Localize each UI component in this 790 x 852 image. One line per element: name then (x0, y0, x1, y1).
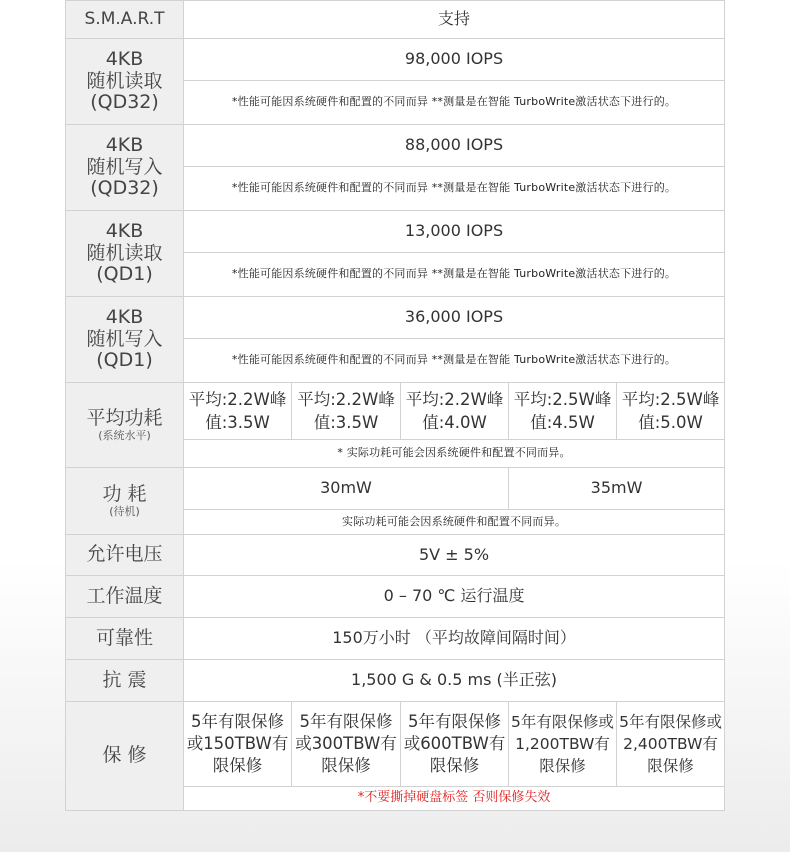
row-perf-2 (66, 125, 725, 167)
label-warranty: 保 修 (66, 702, 184, 811)
note-perf-1: *性能可能因系统硬件和配置的不同而异 **测量是在智能 TurboWrite激活状态下进行的。 (184, 81, 725, 125)
power-avg-cell: 平均:2.2W峰值:3.5W (292, 383, 401, 440)
power-avg-cell: 平均:2.2W峰值:4.0W (401, 383, 509, 440)
value-perf-4: 36,000 IOPS (184, 297, 725, 339)
label-power-idle: 功 耗 (待机) (66, 468, 184, 535)
row-power-idle (66, 468, 725, 510)
warranty-cell: 5年有限保修或2,400TBW有限保修 (617, 702, 725, 787)
value-perf-2: 88,000 IOPS (184, 125, 725, 167)
row-perf-1 (66, 39, 725, 81)
row-power-avg (66, 383, 725, 440)
label-perf-2: 4KB 随机写入 (QD32) (66, 125, 184, 211)
label-smart: S.M.A.R.T (66, 1, 184, 39)
row-reliability (66, 618, 725, 660)
value-perf-3: 13,000 IOPS (184, 211, 725, 253)
note-perf-4: *性能可能因系统硬件和配置的不同而异 **测量是在智能 TurboWrite激活状态下进行的。 (184, 339, 725, 383)
row-smart (66, 1, 725, 39)
value-reliability: 150万小时 （平均故障间隔时间） (184, 618, 725, 660)
label-perf-1: 4KB 随机读取 (QD32) (66, 39, 184, 125)
value-power-idle-1: 30mW (184, 468, 509, 510)
row-temperature (66, 576, 725, 618)
value-smart: 支持 (184, 1, 725, 39)
value-voltage: 5V ± 5% (184, 535, 725, 576)
row-shock (66, 660, 725, 702)
value-power-idle-2: 35mW (509, 468, 725, 510)
note-power-avg: * 实际功耗可能会因系统硬件和配置不同而异。 (184, 440, 725, 468)
row-warranty (66, 702, 725, 787)
row-voltage (66, 535, 725, 576)
label-shock: 抗 震 (66, 660, 184, 702)
power-avg-cell: 平均:2.2W峰值:3.5W (184, 383, 292, 440)
label-reliability: 可靠性 (66, 618, 184, 660)
value-temperature: 0 – 70 ℃ 运行温度 (184, 576, 725, 618)
label-perf-3: 4KB 随机读取 (QD1) (66, 211, 184, 297)
warranty-cell: 5年有限保修或600TBW有限保修 (401, 702, 509, 787)
row-perf-4 (66, 297, 725, 339)
warranty-cell: 5年有限保修或1,200TBW有限保修 (509, 702, 617, 787)
note-perf-3: *性能可能因系统硬件和配置的不同而异 **测量是在智能 TurboWrite激活状态下进行的。 (184, 253, 725, 297)
label-voltage: 允许电压 (66, 535, 184, 576)
warranty-cell: 5年有限保修或150TBW有限保修 (184, 702, 292, 787)
label-perf-4: 4KB 随机写入 (QD1) (66, 297, 184, 383)
label-temperature: 工作温度 (66, 576, 184, 618)
power-avg-cell: 平均:2.5W峰值:4.5W (509, 383, 617, 440)
warranty-cell: 5年有限保修或300TBW有限保修 (292, 702, 401, 787)
value-perf-1: 98,000 IOPS (184, 39, 725, 81)
row-perf-3 (66, 211, 725, 253)
note-power-idle: 实际功耗可能会因系统硬件和配置不同而异。 (184, 510, 725, 535)
warranty-warning: *不要撕掉硬盘标签 否则保修失效 (184, 787, 725, 811)
spec-table (65, 0, 725, 811)
power-avg-cell: 平均:2.5W峰值:5.0W (617, 383, 725, 440)
label-power-avg: 平均功耗 (系统水平) (66, 383, 184, 468)
note-perf-2: *性能可能因系统硬件和配置的不同而异 **测量是在智能 TurboWrite激活状态下进行的。 (184, 167, 725, 211)
value-shock: 1,500 G & 0.5 ms (半正弦) (184, 660, 725, 702)
